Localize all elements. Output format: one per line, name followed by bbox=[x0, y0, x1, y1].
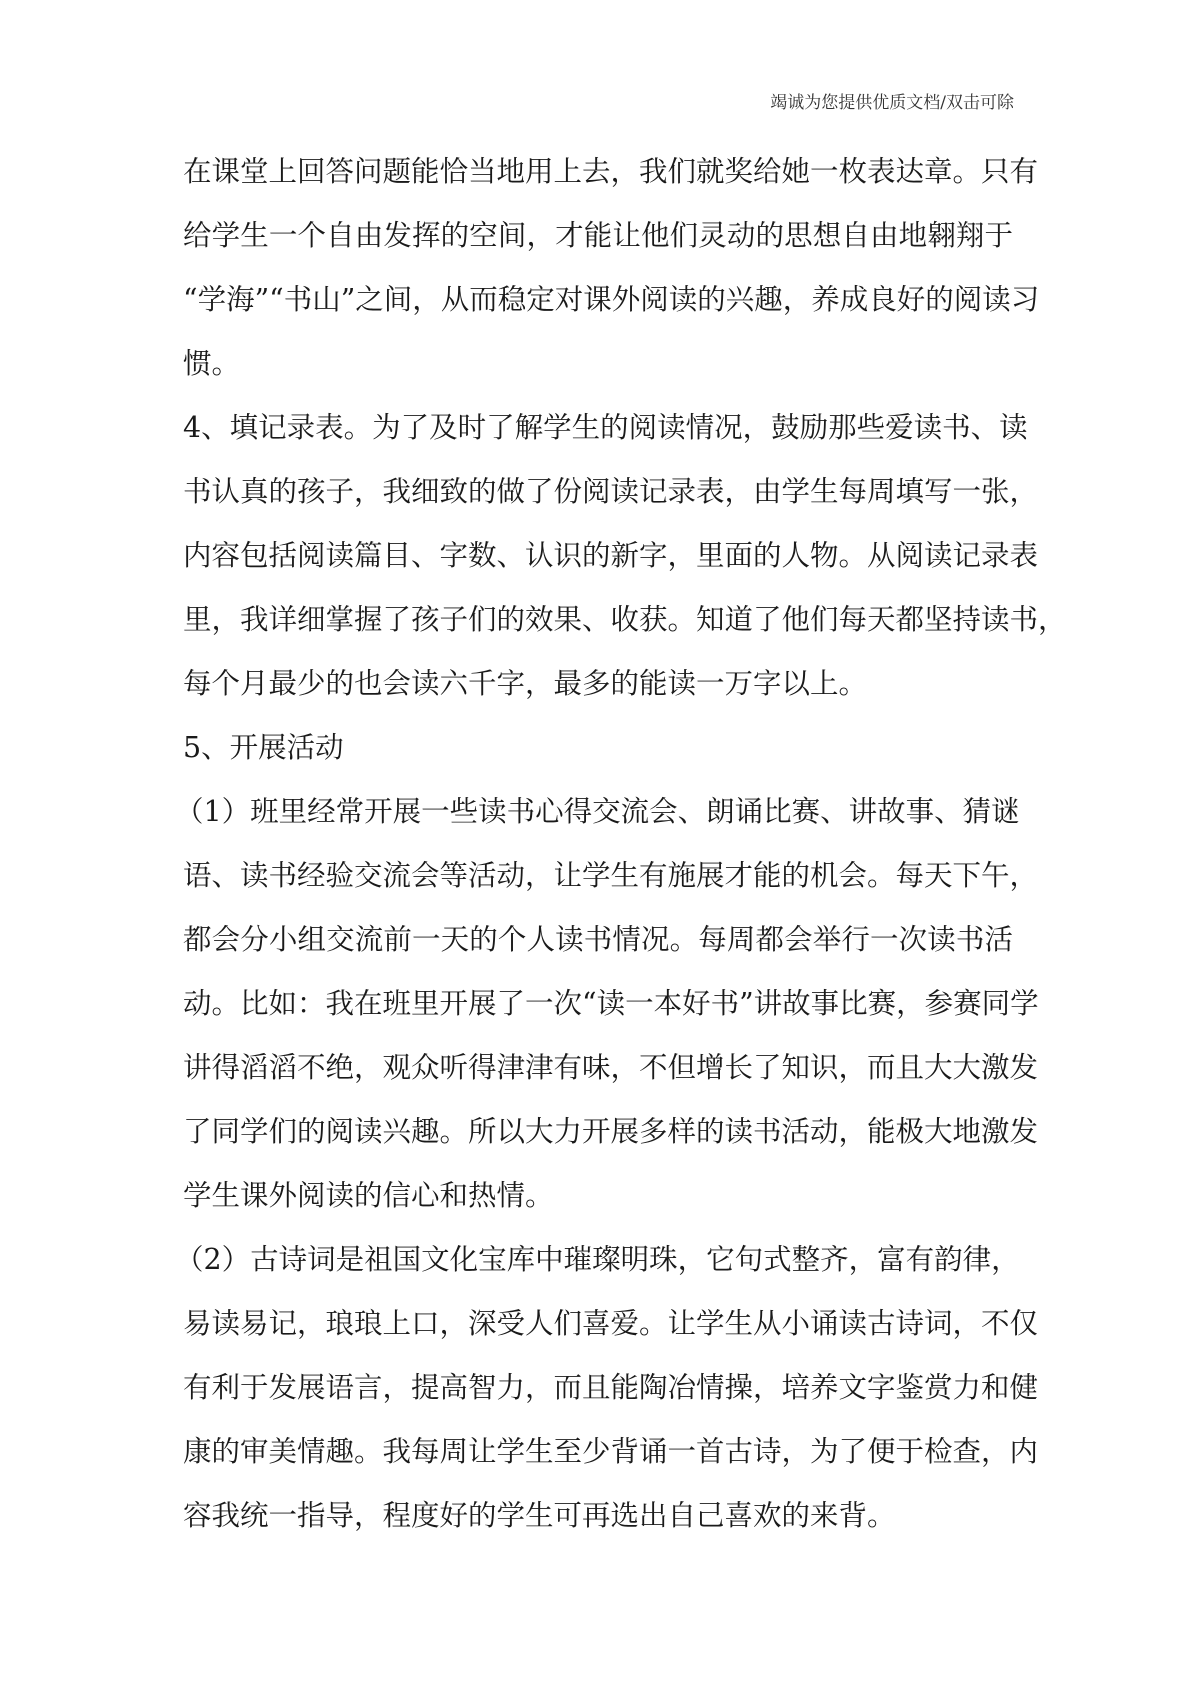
text-line: 学生课外阅读的信心和热情。 bbox=[183, 1179, 554, 1212]
text-line: 讲得滔滔不绝，观众听得津津有味，不但增长了知识，而且大大激发 bbox=[183, 1051, 1039, 1084]
text-line: 4、填记录表。为了及时了解学生的阅读情况，鼓励那些爱读书、读 bbox=[183, 411, 1028, 444]
text-line: 都会分小组交流前一天的个人读书情况。每周都会举行一次读书活 bbox=[183, 923, 1013, 956]
text-line: 每个月最少的也会读六千字，最多的能读一万字以上。 bbox=[183, 667, 868, 700]
text-line: 语、读书经验交流会等活动，让学生有施展才能的机会。每天下午， bbox=[183, 859, 1039, 892]
text-line: 内容包括阅读篇目、字数、认识的新字，里面的人物。从阅读记录表 bbox=[183, 539, 1039, 572]
text-line: 给学生一个自由发挥的空间，才能让他们灵动的思想自由地翱翔于 bbox=[183, 219, 1013, 252]
text-line: 书认真的孩子，我细致的做了份阅读记录表，由学生每周填写一张， bbox=[183, 475, 1039, 508]
text-line: （2）古诗词是祖国文化宝库中璀璨明珠，它句式整齐，富有韵律， bbox=[175, 1243, 1020, 1276]
text-line: （1）班里经常开展一些读书心得交流会、朗诵比赛、讲故事、猜谜 bbox=[175, 795, 1020, 828]
text-line: 在课堂上回答问题能恰当地用上去，我们就奖给她一枚表达章。只有 bbox=[183, 155, 1039, 188]
section-heading: 5、开展活动 bbox=[183, 731, 344, 764]
text-line: 康的审美情趣。我每周让学生至少背诵一首古诗，为了便于检查，内 bbox=[183, 1435, 1039, 1468]
text-line: 惯。 bbox=[183, 347, 241, 380]
text-line: 里，我详细掌握了孩子们的效果、收获。知道了他们每天都坚持读书， bbox=[183, 603, 1067, 636]
body-text bbox=[175, 150, 1067, 1558]
text-line: 易读易记，琅琅上口，深受人们喜爱。让学生从小诵读古诗词，不仅 bbox=[183, 1307, 1039, 1340]
header-note: 竭诚为您提供优质文档/双击可除 bbox=[770, 93, 1014, 113]
text-line: 动。比如：我在班里开展了一次“读一本好书”讲故事比赛，参赛同学 bbox=[183, 987, 1039, 1020]
text-line: 了同学们的阅读兴趣。所以大力开展多样的读书活动，能极大地激发 bbox=[183, 1115, 1039, 1148]
text-line: “学海”“书山”之间，从而稳定对课外阅读的兴趣，养成良好的阅读习 bbox=[183, 283, 1040, 316]
text-line: 有利于发展语言，提高智力，而且能陶冶情操，培养文字鉴赏力和健 bbox=[183, 1371, 1039, 1404]
text-line: 容我统一指导，程度好的学生可再选出自己喜欢的来背。 bbox=[183, 1499, 896, 1532]
